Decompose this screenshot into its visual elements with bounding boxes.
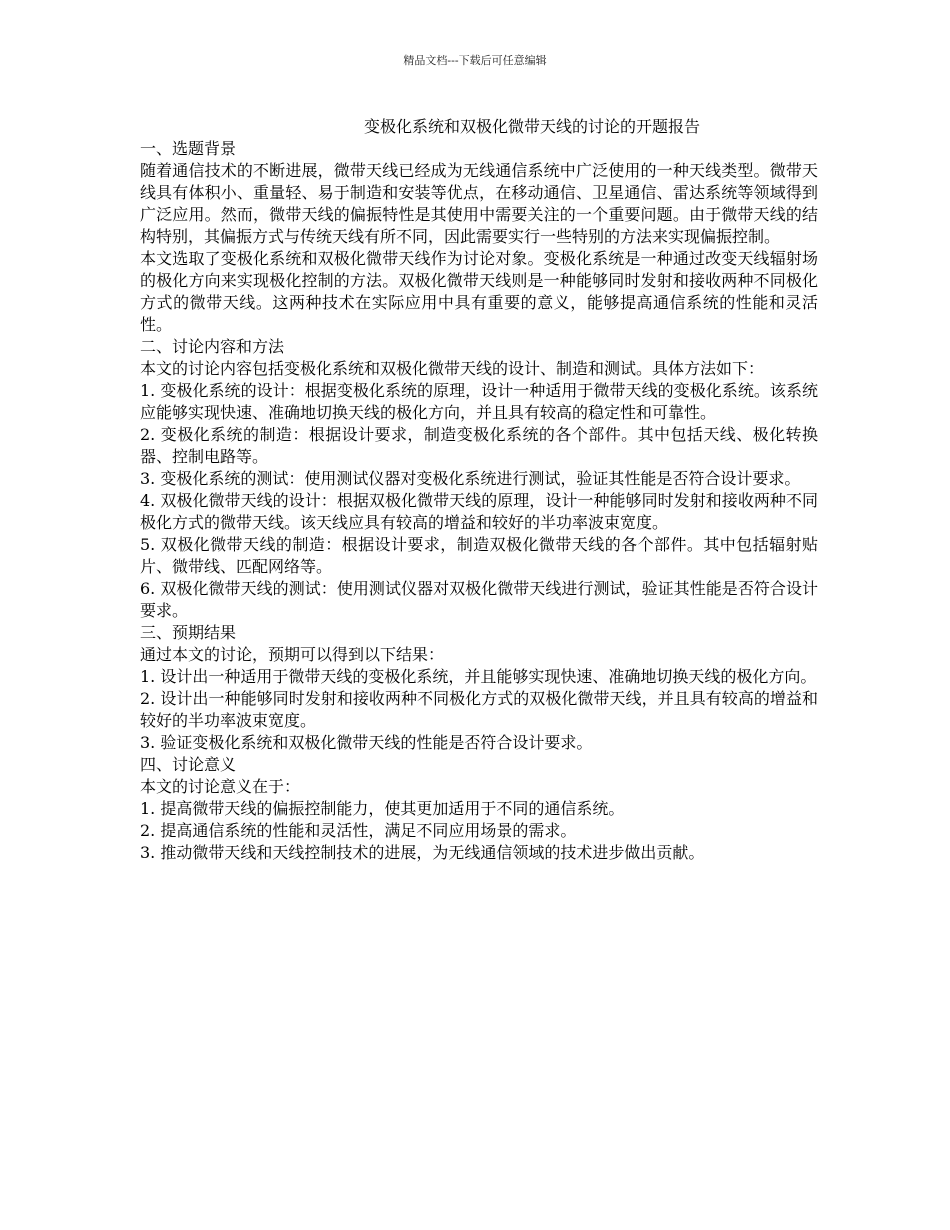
list-item: 2. 提高通信系统的性能和灵活性，满足不同应用场景的需求。 [140,821,577,840]
paragraph: 通过本文的讨论，预期可以得到以下结果： [140,645,445,664]
paragraph: 本文的讨论内容包括变极化系统和双极化微带天线的设计、制造和测试。具体方法如下： [140,359,765,378]
list-item: 3. 变极化系统的测试：使用测试仪器对变极化系统进行测试，验证其性能是否符合设计要求。 [140,469,801,488]
section-heading-background: 一、选题背景 [140,139,237,158]
section-heading-expected-results: 三、预期结果 [140,623,237,642]
paragraph: 本文选取了变极化系统和双极化微带天线作为讨论对象。变极化系统是一种通过改变天线辐射场的极化方向来实现极化控制的方法。双极化微带天线则是一种能够同时发射和接收两种不同极化方式的微带天线。这两种技术在实际应用中具有重要的意义，能够提高通信系统的性能和灵活性。 [140,249,818,334]
list-item: 2. 变极化系统的制造：根据设计要求，制造变极化系统的各个部件。其中包括天线、极化转换器、控制电路等。 [140,425,818,466]
list-item: 3. 推动微带天线和天线控制技术的进展，为无线通信领域的技术进步做出贡献。 [140,843,705,862]
document-title: 变极化系统和双极化微带天线的讨论的开题报告 [364,117,701,136]
list-item: 3. 验证变极化系统和双极化微带天线的性能是否符合设计要求。 [140,733,593,752]
document-body [140,116,818,864]
list-item: 1. 提高微带天线的偏振控制能力，使其更加适用于不同的通信系统。 [140,799,625,818]
list-item: 2. 设计出一种能够同时发射和接收两种不同极化方式的双极化微带天线，并且具有较高的增益和较好的半功率波束宽度。 [140,689,818,730]
section-heading-content-methods: 二、讨论内容和方法 [140,337,285,356]
paragraph: 随着通信技术的不断进展，微带天线已经成为无线通信系统中广泛使用的一种天线类型。微带天线具有体积小、重量轻、易于制造和安装等优点，在移动通信、卫星通信、雷达系统等领域得到广泛应用。然而，微带天线的偏振特性是其使用中需要关注的一个重要问题。由于微带天线的结构特别，其偏振方式与传统天线有所不同，因此需要实行一些特别的方法来实现偏振控制。 [140,161,818,246]
list-item: 1. 设计出一种适用于微带天线的变极化系统，并且能够实现快速、准确地切换天线的极化方向。 [140,667,817,686]
section-heading-significance: 四、讨论意义 [140,755,237,774]
paragraph: 本文的讨论意义在于： [140,777,301,796]
list-item: 6. 双极化微带天线的测试：使用测试仪器对双极化微带天线进行测试，验证其性能是否符合设计要求。 [140,579,818,620]
list-item: 5. 双极化微带天线的制造：根据设计要求，制造双极化微带天线的各个部件。其中包括辐射贴片、微带线、匹配网络等。 [140,535,818,576]
list-item: 1. 变极化系统的设计：根据变极化系统的原理，设计一种适用于微带天线的变极化系统。该系统应能够实现快速、准确地切换天线的极化方向，并且具有较高的稳定性和可靠性。 [140,381,818,422]
header-note: 精品文档---下载后可任意编辑 [403,54,547,67]
list-item: 4. 双极化微带天线的设计：根据双极化微带天线的原理，设计一种能够同时发射和接收两种不同极化方式的微带天线。该天线应具有较高的增益和较好的半功率波束宽度。 [140,491,818,532]
